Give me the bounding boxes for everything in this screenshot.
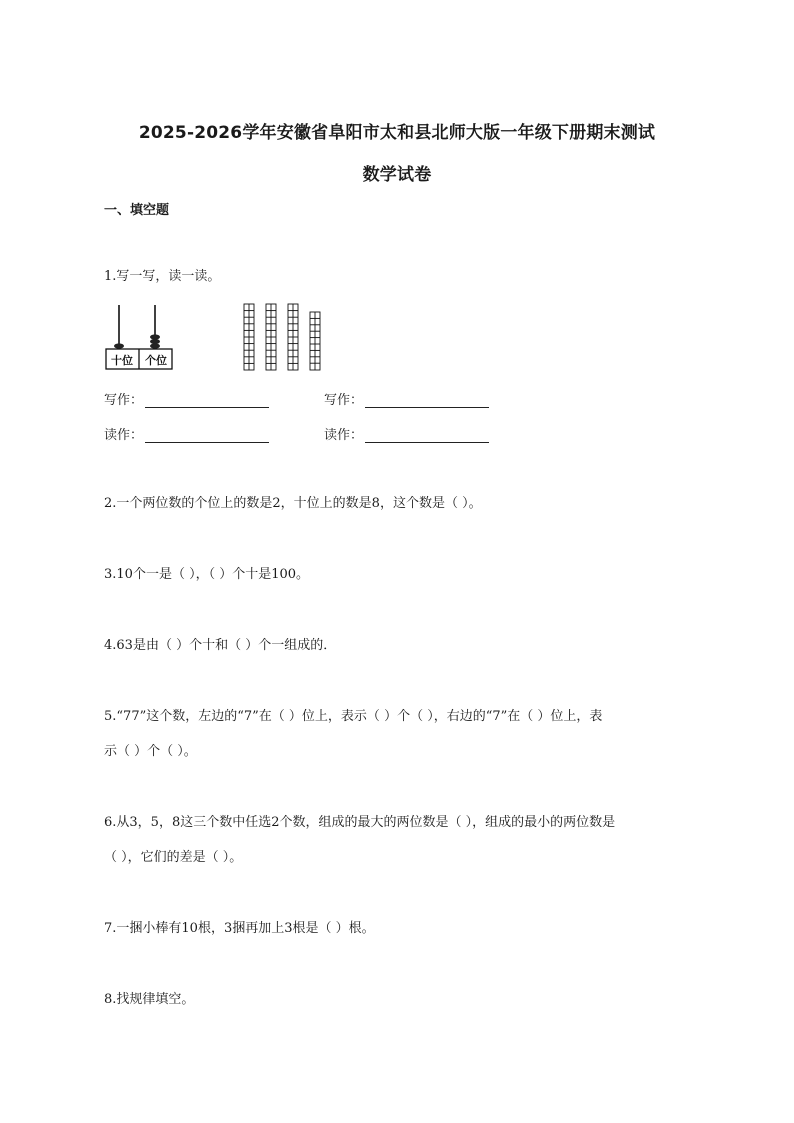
question-8: 8.找规律填空。 — [104, 992, 195, 1007]
write-label: 写作： — [324, 393, 364, 408]
rod-bundle — [288, 304, 298, 370]
abacus-drawing — [105, 305, 173, 371]
question-4: 4.63是由（ ）个十和（ ）个一组成的． — [104, 638, 337, 653]
read-answer-left — [104, 424, 269, 443]
counting-rods-figure — [242, 302, 328, 376]
write-blank-line[interactable] — [145, 393, 269, 408]
tens-bead — [114, 343, 124, 348]
read-blank-line[interactable] — [365, 428, 489, 443]
question-1: 1.写一写，读一读。 — [104, 269, 221, 284]
read-blank-line[interactable] — [145, 428, 269, 443]
section-heading-fill-blank: 一、填空题 — [104, 203, 170, 218]
counting-rods-drawing — [242, 302, 328, 372]
tens-place-label: 十位 — [111, 354, 133, 367]
rod-bundle — [266, 304, 276, 370]
rod-bundle — [244, 304, 254, 370]
question-3: 3.10个一是（ ），（ ）个十是100。 — [104, 567, 310, 582]
abacus-figure — [105, 305, 173, 375]
ones-bead — [150, 334, 160, 339]
write-answer-left — [104, 389, 269, 408]
write-blank-line[interactable] — [365, 393, 489, 408]
document-title: 2025-2026学年安徽省阜阳市太和县北师大版一年级下册期末测试 — [138, 123, 656, 143]
question-7: 7.一捆小棒有10根，3捆再加上3根是（ ）根。 — [104, 921, 375, 936]
document-subtitle: 数学试卷 — [362, 165, 432, 185]
ones-bead — [150, 343, 160, 348]
question-6-line-2: （ ），它们的差是（ ）。 — [104, 850, 243, 865]
write-label: 写作： — [104, 393, 144, 408]
read-answer-right — [324, 424, 489, 443]
read-label: 读作： — [104, 428, 144, 443]
question-5-line-2: 示（ ）个（ ）。 — [104, 744, 197, 759]
single-rod — [310, 312, 320, 370]
question-2: 2.一个两位数的个位上的数是2，十位上的数是8，这个数是（ ）。 — [104, 496, 482, 511]
write-answer-right — [324, 389, 489, 408]
ones-place-label: 个位 — [145, 354, 167, 367]
question-5-line-1: 5.“77”这个数，左边的“7”在（ ）位上，表示（ ）个（ ），右边的“7”在（ ）位上，表 — [104, 709, 603, 724]
ones-bead — [150, 339, 160, 344]
read-label: 读作： — [324, 428, 364, 443]
question-6-line-1: 6.从3，5，8这三个数中任选2个数，组成的最大的两位数是（ ），组成的最小的两位数是 — [104, 815, 616, 830]
